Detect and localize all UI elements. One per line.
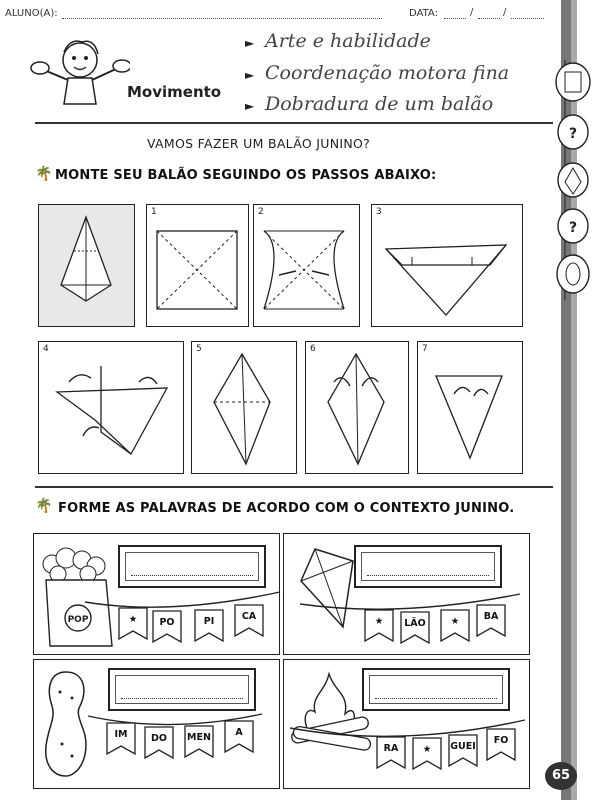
words-heading: FORME AS PALAVRAS DE ACORDO COM O CONTEXTO JUNINO. [58, 501, 515, 516]
square-paper-diagonals-icon [147, 205, 246, 324]
step-7-box [417, 341, 523, 474]
bunting-flag: BA [476, 604, 506, 638]
date-label: DATA: [409, 8, 438, 19]
triangle-fold-icon [372, 205, 520, 324]
date-month-line[interactable] [478, 18, 500, 19]
bunting-flag: LÃO [400, 611, 430, 645]
step-5-box [191, 341, 297, 474]
date-year-line[interactable] [511, 18, 544, 19]
section-divider [35, 486, 553, 488]
step-number: 1 [151, 207, 157, 217]
bunting-flag: PO [152, 610, 182, 644]
page-number-badge: 65 [545, 762, 577, 790]
answer-box-peanut[interactable] [108, 668, 256, 711]
step-number: 2 [258, 207, 264, 217]
step-number: 6 [310, 344, 316, 354]
step-2-box [253, 204, 360, 327]
topic-motor: Coordenação motora fina [265, 62, 510, 84]
svg-text:?: ? [568, 220, 578, 236]
date-day-line[interactable] [444, 18, 466, 19]
topic-bullet-icon: ► [245, 36, 255, 50]
step-number: 5 [196, 344, 202, 354]
step-4-box [38, 341, 184, 474]
topic-folding: Dobradura de um balão [265, 93, 494, 115]
bunting-flag: IM [106, 722, 136, 756]
square-folding-arrows-icon [254, 205, 357, 324]
kite-fold-arrows-icon [306, 342, 406, 471]
bunting-flag: CA [234, 604, 264, 638]
bunting-flag: ★ [440, 609, 470, 643]
date-separator-2: / [503, 7, 507, 18]
activity-instruction: MONTE SEU BALÃO SEGUINDO OS PASSOS ABAIXO: [55, 168, 437, 183]
side-ribbon-decoration [553, 0, 599, 800]
header-divider [35, 122, 553, 124]
bunting-flag: GUEI [448, 734, 478, 768]
step-number: 7 [422, 344, 428, 354]
palm-tree-icon: 🌴 [35, 166, 53, 182]
bunting-flag: PI [194, 609, 224, 643]
child-exercising-illustration [30, 30, 130, 112]
bunting-flag: A [224, 720, 254, 754]
answer-box-balloon[interactable] [354, 545, 502, 588]
popcorn-bag-label: POP [67, 615, 89, 625]
topic-art: Arte e habilidade [265, 30, 431, 52]
step-number: 4 [43, 344, 49, 354]
peanut-illustration [40, 668, 92, 780]
popcorn-bag-illustration [38, 546, 118, 650]
triangle-flaps-fold-icon [39, 342, 181, 471]
step-6-box [305, 341, 409, 474]
bunting-flag: ★ [118, 607, 148, 641]
step-1-box [146, 204, 249, 327]
student-name-label: ALUNO(A): [5, 8, 58, 19]
kite-shape-icon [192, 342, 294, 471]
bunting-flag: ★ [364, 609, 394, 643]
movement-label: Movimento [127, 83, 222, 101]
step-number: 3 [376, 207, 382, 217]
activity-title: VAMOS FAZER UM BALÃO JUNINO? [147, 136, 371, 151]
palm-tree-icon: 🌴 [35, 498, 53, 514]
answer-box-popcorn[interactable] [118, 545, 266, 588]
balloon-shape-icon [39, 205, 132, 324]
bunting-flag: ★ [412, 737, 442, 771]
bunting-flag: DO [144, 726, 174, 760]
svg-text:?: ? [568, 126, 578, 142]
bunting-flag: FO [486, 728, 516, 762]
balloon-final-fold-icon [418, 342, 520, 471]
bunting-flag: RA [376, 736, 406, 770]
finished-balloon-box [38, 204, 135, 327]
student-name-line[interactable] [62, 18, 382, 19]
step-3-box [371, 204, 523, 327]
topic-bullet-icon: ► [245, 68, 255, 82]
answer-box-bonfire[interactable] [362, 668, 510, 711]
bunting-flag: MEN [184, 725, 214, 759]
topic-bullet-icon: ► [245, 99, 255, 113]
date-separator: / [470, 7, 474, 18]
